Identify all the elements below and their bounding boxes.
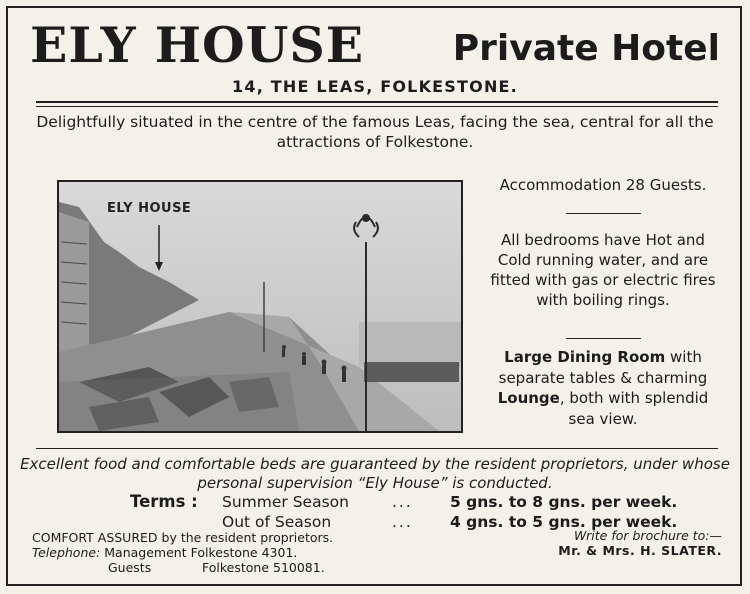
guests-line	[32, 560, 333, 575]
hotel-address: 14, THE LEAS, FOLKESTONE.	[232, 77, 518, 96]
photo-caption: ELY HOUSE	[107, 201, 192, 216]
short-divider	[566, 213, 641, 214]
guests-label: Guests	[108, 560, 152, 575]
hotel-type: Private Hotel	[452, 28, 720, 69]
divider-rule-thin	[36, 106, 718, 107]
management-number: Folkestone 4301.	[190, 545, 298, 560]
accommodation-text: Accommodation 28 Guests.	[499, 176, 707, 194]
advert-title	[30, 14, 720, 76]
terms-label: Terms :	[130, 492, 198, 511]
season-price: 4 gns. to 5 gns. per week.	[450, 513, 678, 531]
dining-room-heading: Large Dining Room	[504, 348, 666, 366]
season-name: Out of Season	[222, 513, 332, 531]
dining-text-part: with separate tables & charming	[498, 348, 708, 387]
season-name: Summer Season	[222, 493, 349, 511]
leas-promenade-illustration	[59, 182, 461, 431]
guarantee-text: Excellent food and comfortable beds are guaranteed by the resident proprietors, under whose personal supervision “Ely House” is conducted.	[20, 455, 730, 492]
brochure-line: Write for brochure to:—	[574, 528, 722, 543]
promenade-photo	[57, 180, 463, 433]
hotel-name: ELY HOUSE	[30, 16, 365, 74]
telephone-line	[32, 545, 333, 560]
bedrooms-text: All bedrooms have Hot and Cold running water, and are fitted with gas or electric fires with boiling rings.	[490, 231, 716, 309]
leader-dots: ...	[392, 493, 413, 511]
management-label: Management	[104, 545, 187, 560]
short-divider	[566, 338, 641, 339]
proprietors-name: Mr. & Mrs. H. SLATER.	[558, 543, 722, 558]
divider-rule	[36, 101, 718, 103]
dining-text-part: , both with splendid sea view.	[559, 389, 709, 428]
intro-text: Delightfully situated in the centre of the famous Leas, facing the sea, central for all the attractions of Folkestone.	[36, 113, 714, 151]
season-price: 5 gns. to 8 gns. per week.	[450, 493, 678, 511]
terms-row	[0, 492, 750, 512]
divider-rule	[36, 448, 718, 449]
contact-block	[32, 530, 333, 575]
telephone-label: Telephone:	[32, 545, 101, 560]
leader-dots: ...	[392, 513, 413, 531]
comfort-line: COMFORT ASSURED by the resident proprietors.	[32, 530, 334, 545]
dining-text	[484, 347, 722, 429]
brochure-block	[502, 528, 722, 558]
guests-number: Folkestone 510081.	[202, 560, 325, 575]
lounge-heading: Lounge	[497, 389, 560, 407]
